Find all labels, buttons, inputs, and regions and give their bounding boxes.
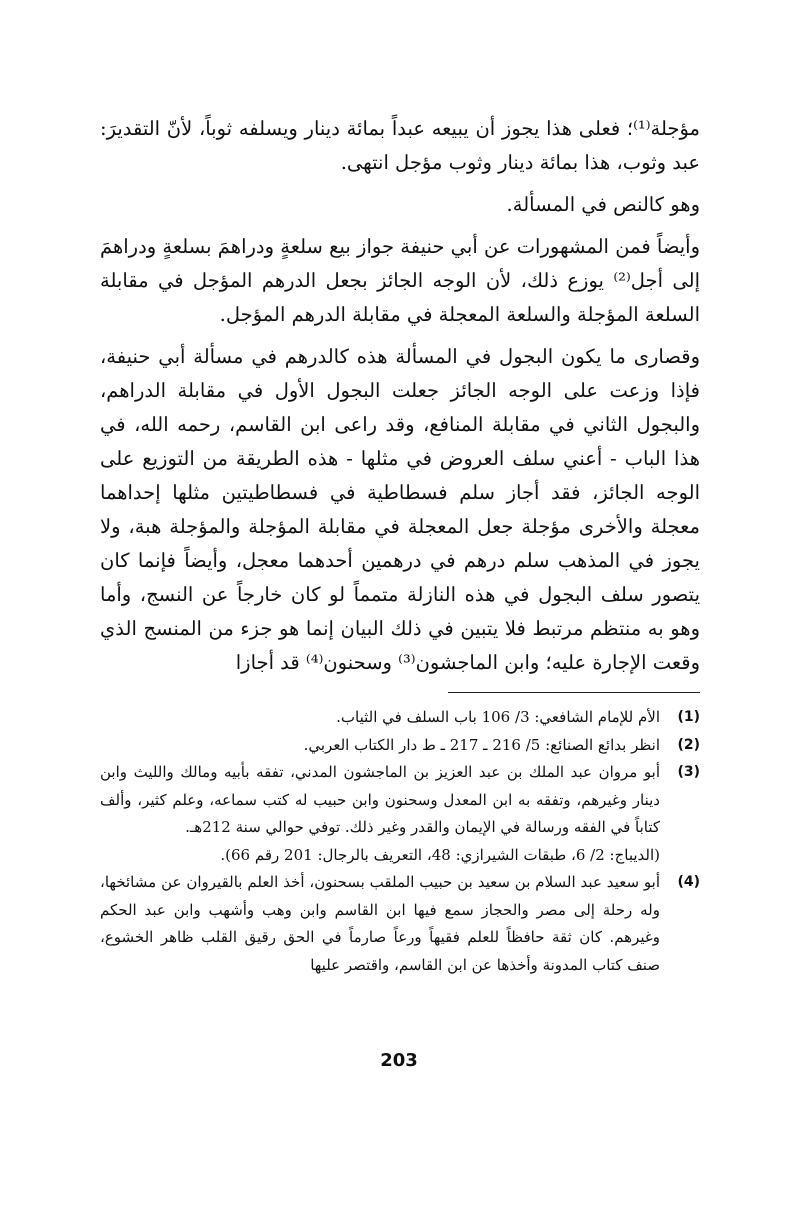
footnote-body	[100, 759, 660, 869]
paragraph-2: وهو كالنص في المسألة.	[506, 193, 700, 216]
footnote-4	[100, 869, 700, 979]
footnote-source: (الديباج: 2/ 6، طبقات الشيرازي: 48، التعريف بالرجال: 201 رقم 66).	[220, 845, 660, 864]
page-number: 203	[380, 1050, 418, 1071]
footnote-number: (4)	[677, 874, 700, 890]
footnote-text: أبو سعيد عبد السلام بن سعيد بن حبيب الملقب بسحنون، أخذ العلم بالقيروان عن مشائخها، وله رحلة إلى مصر والحجاز سمع فيها ابن القاسم وابن وهب وأشهب وابن عبد الحكم وغيرهم. كان ثقة حافظاً للعلم فقيهاً ورعاً صارماً في الحق رقيق القلب ظاهر الخشوع، صنف كتاب المدونة وأخذها عن ابن القاسم، واقتصر عليها	[100, 873, 660, 974]
footnote-number: (1)	[677, 709, 700, 725]
footnote-separator	[448, 692, 700, 693]
footnote-2	[100, 732, 700, 760]
footnote-text: انظر بدائع الصنائع: 5/ 216 ـ 217 ـ ط دار الكتاب العربي.	[303, 735, 660, 754]
main-text	[100, 112, 700, 688]
footnote-1	[100, 704, 700, 732]
footnote-text: الأم للإمام الشافعي: 3/ 106 باب السلف في الثياب.	[336, 708, 660, 726]
footnote-number: (3)	[677, 764, 700, 780]
footnote-3	[100, 759, 700, 869]
footnote-text: أبو مروان عبد الملك بن عبد العزيز بن الماجشون المدني، تفقه بأبيه ومالك والليث وابن دينار وغيرهم، وتفقه به ابن المعدل وسحنون وابن حبيب له كتب سماعه، وعلم كثير، وألف كتاباً في الفقه ورسالة في الإيمان والقدر وغير ذلك. توفي حوالي سنة 212هـ.	[100, 763, 660, 836]
paragraph-3: وأيضاً فمن المشهورات عن أبي حنيفة جواز بيع سلعةٍ ودراهمَ بسلعةٍ ودراهمَ إلى أجل⁽²⁾ يوزع ذلك، لأن الوجه الجائز بجعل الدرهم المؤجل في مقابلة السلعة المؤجلة والسلعة المعجلة في مقابلة الدرهم المؤجل.	[100, 235, 700, 326]
footnote-number: (2)	[677, 736, 700, 753]
paragraph-4: وقصارى ما يكون البجول في المسألة هذه كالدرهم في مسألة أبي حنيفة، فإذا وزعت على الوجه الجائز جعلت البجول الأول في مقابلة الدراهم، والبجول الثاني في مقابلة المنافع، وقد راعى ابن القاسم، رحمه الله، في هذا الباب - أعني سلف العروض في مثلها - هذه الطريقة من التوزيع على الوجه الجائز، فقد أجاز سلم فسطاطية في فسطاطيتين مثلها إحداهما معجلة والأخرى مؤجلة جعل المعجلة في مقابلة المؤجلة والمؤجلة هبة، ولا يجوز في المذهب سلم درهم في درهمين أحدهما معجل، وأيضاً فإنما كان يتصور سلف البجول في هذه النازلة متمماً لو كان خارجاً عن النسج، وأما وهو به منتظم مرتبط فلا يتبين في ذلك البيان إنما هو جزء من المنسج الذي وقعت الإجارة عليه؛ وابن الماجشون⁽³⁾ وسحنون⁽⁴⁾ قد أجازا	[100, 345, 700, 674]
paragraph-1: مؤجلة⁽¹⁾؛ فعلى هذا يجوز أن يبيعه عبداً بمائة دينار ويسلفه ثوباً، لأنّ التقديرَ: عبد وثوب، هذا بمائة دينار وثوب مؤجل انتهى.	[100, 117, 700, 174]
footnotes	[100, 704, 700, 979]
